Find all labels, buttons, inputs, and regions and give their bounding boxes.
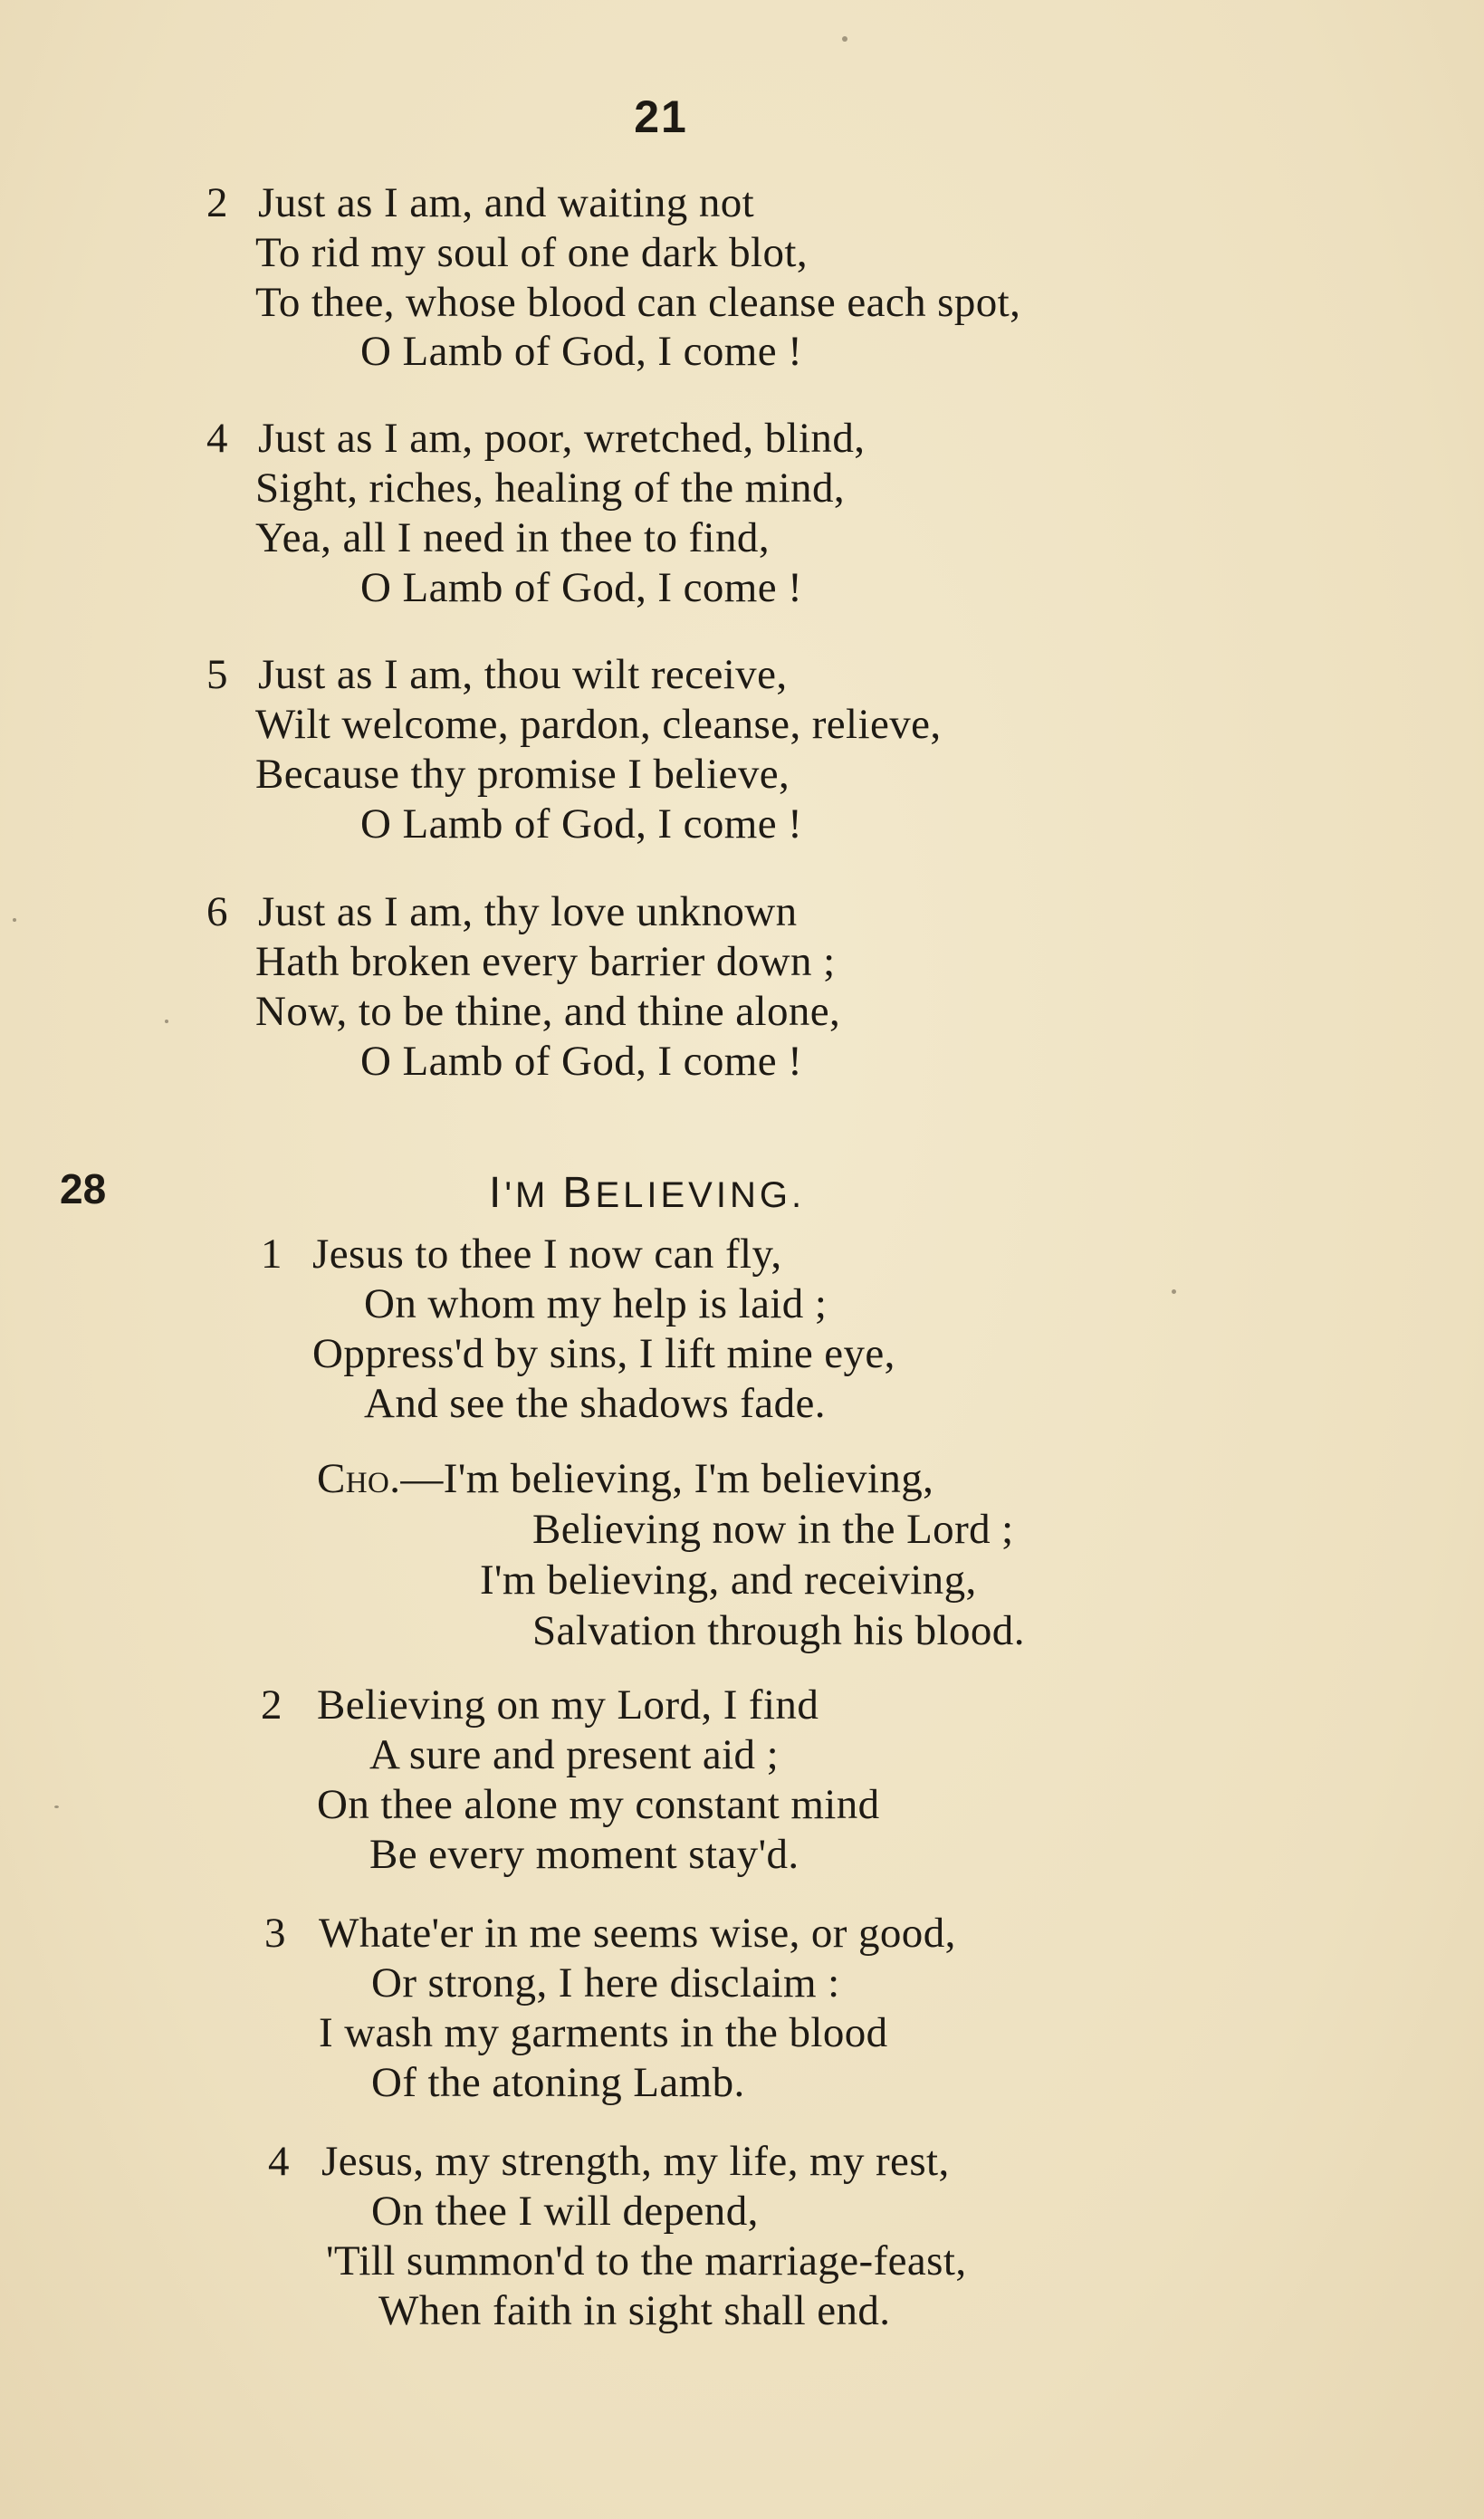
paper-speck	[842, 36, 847, 42]
verse-line: Just as I am, poor, wretched, blind,	[258, 415, 866, 462]
verse-line: 'Till summon'd to the marriage-feast,	[326, 2237, 967, 2284]
verse-line: And see the shadows fade.	[364, 1380, 826, 1427]
verse-number: 3	[264, 1910, 286, 1957]
chorus-line: I'm believing, and receiving,	[480, 1556, 977, 1604]
verse-line: A sure and present aid ;	[369, 1731, 780, 1778]
verse-number: 4	[268, 2138, 290, 2185]
verse-line: Sight, riches, healing of the mind,	[255, 465, 846, 512]
chorus-line: Believing now in the Lord ;	[532, 1506, 1014, 1553]
verse-line: Of the atoning Lamb.	[371, 2059, 745, 2106]
verse-line: O Lamb of God, I come !	[360, 328, 803, 375]
verse-line: O Lamb of God, I come !	[360, 800, 803, 848]
verse-line: Jesus to thee I now can fly,	[312, 1231, 782, 1278]
verse-line: Be every moment stay'd.	[369, 1831, 799, 1878]
verse-line: Or strong, I here disclaim :	[371, 1959, 840, 2007]
verse-line: O Lamb of God, I come !	[360, 564, 803, 611]
verse-line: Just as I am, and waiting not	[258, 179, 755, 226]
paper-speck	[13, 918, 16, 922]
verse-line: Just as I am, thy love unknown	[258, 888, 798, 935]
verse-line: On thee I will depend,	[371, 2188, 759, 2235]
verse-line: Believing on my Lord, I find	[317, 1681, 819, 1729]
chorus-line: Salvation through his blood.	[532, 1607, 1025, 1654]
verse-line: Wilt welcome, pardon, cleanse, relieve,	[255, 701, 942, 748]
verse-number: 6	[206, 888, 228, 935]
verse-number: 2	[206, 179, 228, 226]
verse-line: Jesus, my strength, my life, my rest,	[321, 2138, 950, 2185]
verse-line: Whate'er in me seems wise, or good,	[319, 1910, 956, 1957]
verse-line: To thee, whose blood can cleanse each spot,	[255, 279, 1021, 326]
verse-number: 4	[206, 415, 228, 462]
verse-line: Yea, all I need in thee to find,	[255, 514, 770, 561]
verse-number: 1	[261, 1231, 282, 1278]
verse-line: Oppress'd by sins, I lift mine eye,	[312, 1330, 895, 1377]
verse-line: Just as I am, thou wilt receive,	[258, 651, 788, 698]
chorus-first-line: Cho.—I'm believing, I'm believing,	[317, 1455, 934, 1502]
hymn-title: I'M BELIEVING.	[489, 1169, 806, 1217]
paper-speck	[165, 1020, 168, 1023]
verse-line: When faith in sight shall end.	[378, 2287, 891, 2334]
verse-number: 5	[206, 651, 228, 698]
verse-line: On whom my help is laid ;	[364, 1280, 828, 1327]
verse-line: O Lamb of God, I come !	[360, 1038, 803, 1085]
verse-line: Hath broken every barrier down ;	[255, 938, 836, 985]
chorus-label: Cho.	[317, 1455, 401, 1502]
hymn-number: 28	[60, 1165, 107, 1212]
verse-line: Because thy promise I believe,	[255, 751, 790, 798]
verse-number: 2	[261, 1681, 282, 1729]
verse-line: To rid my soul of one dark blot,	[255, 229, 808, 276]
verse-line: On thee alone my constant mind	[317, 1781, 880, 1828]
paper-speck	[1172, 1289, 1176, 1294]
paper-speck	[54, 1805, 59, 1808]
page-number: 21	[634, 91, 688, 142]
verse-line: Now, to be thine, and thine alone,	[255, 988, 841, 1035]
verse-line: I wash my garments in the blood	[319, 2009, 888, 2056]
